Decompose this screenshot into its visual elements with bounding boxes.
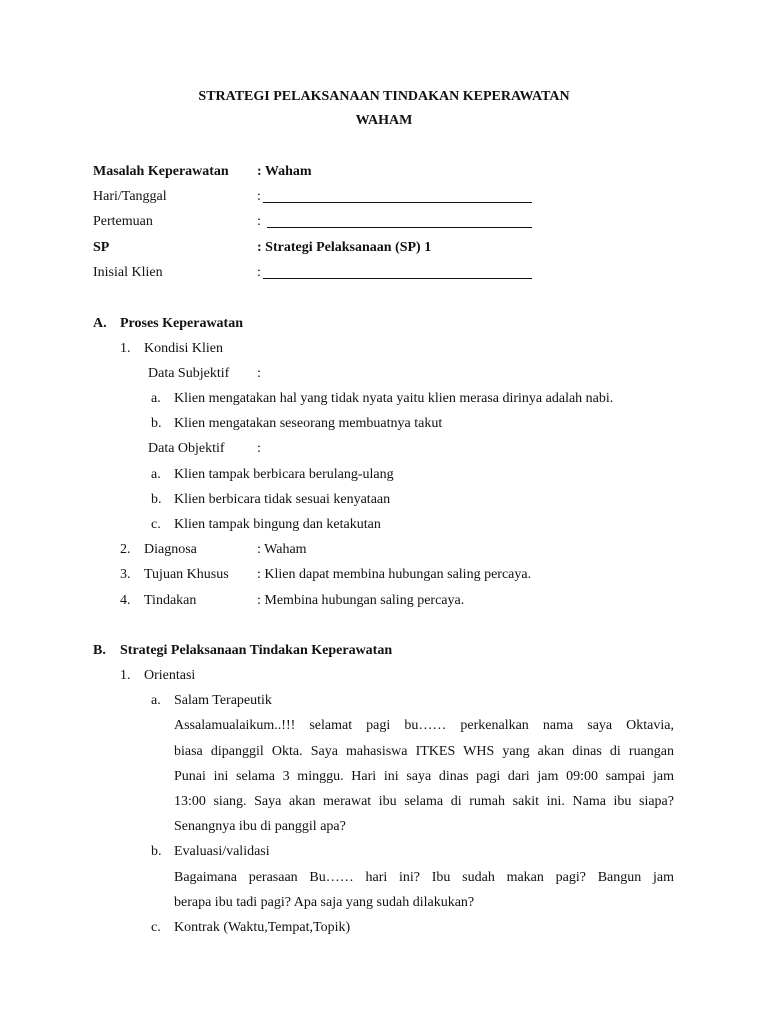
list-letter: a. (151, 391, 161, 406)
salam-terapeutik-label: Salam Terapeutik (174, 693, 272, 708)
tujuan-khusus-label: Tujuan Khusus (144, 567, 229, 582)
paragraph-line: Senangnya ibu di panggil apa? (174, 819, 346, 834)
masalah-label: Masalah Keperawatan (93, 164, 229, 179)
evaluasi-label: Evaluasi/validasi (174, 844, 270, 859)
document-title: STRATEGI PELAKSANAAN TINDAKAN KEPERAWATAN (198, 89, 570, 104)
list-item: Klien berbicara tidak sesuai kenyataan (174, 492, 391, 507)
sp-value: : Strategi Pelaksanaan (SP) 1 (257, 240, 432, 255)
pertemuan-colon: : (257, 214, 261, 229)
diagnosa-label: Diagnosa (144, 542, 197, 557)
hari-blank-line (263, 202, 532, 203)
list-number: 3. (120, 567, 131, 582)
pertemuan-label: Pertemuan (93, 214, 153, 229)
tujuan-khusus-value: : Klien dapat membina hubungan saling percaya. (257, 567, 532, 582)
document-subtitle: WAHAM (355, 113, 413, 128)
list-letter: b. (151, 416, 162, 431)
list-item: Klien tampak bingung dan ketakutan (174, 517, 381, 532)
list-letter: c. (151, 517, 161, 532)
orientasi-label: Orientasi (144, 668, 196, 683)
inisial-colon: : (257, 265, 261, 280)
data-objektif-label: Data Objektif (148, 441, 225, 456)
kondisi-klien-label: Kondisi Klien (144, 341, 223, 356)
section-b-letter: B. (93, 643, 106, 658)
list-number: 1. (120, 341, 131, 356)
paragraph-line: berapa ibu tadi pagi? Apa saja yang sudah dilakukan? (174, 895, 475, 910)
list-number: 2. (120, 542, 131, 557)
paragraph-line: Punai ini selama 3 minggu. Hari ini saya dinas pagi dari jam 09:00 sampai jam (174, 769, 674, 784)
list-item: Klien mengatakan hal yang tidak nyata yaitu klien merasa dirinya adalah nabi. (174, 391, 614, 406)
list-letter: b. (151, 844, 162, 859)
hari-colon: : (257, 189, 261, 204)
data-subjektif-label: Data Subjektif (148, 366, 230, 381)
paragraph-line: Bagaimana perasaan Bu…… hari ini? Ibu sudah makan pagi? Bangun jam (174, 870, 674, 885)
list-number: 1. (120, 668, 131, 683)
paragraph-line: Assalamualaikum..!!! selamat pagi bu…… perkenalkan nama saya Oktavia, (174, 718, 674, 733)
list-letter: b. (151, 492, 162, 507)
tindakan-label: Tindakan (144, 593, 197, 608)
pertemuan-blank-line (267, 227, 532, 228)
section-a-letter: A. (93, 316, 107, 331)
list-letter: a. (151, 693, 161, 708)
list-letter: c. (151, 920, 161, 935)
inisial-label: Inisial Klien (93, 265, 163, 280)
hari-label: Hari/Tanggal (93, 189, 167, 204)
inisial-blank-line (263, 278, 532, 279)
list-item: Klien tampak berbicara berulang-ulang (174, 467, 394, 482)
section-b-heading: Strategi Pelaksanaan Tindakan Keperawatan (120, 643, 393, 658)
paragraph-line: biasa dipanggil Okta. Saya mahasiswa ITKES WHS yang akan dinas di ruangan (174, 744, 674, 759)
section-a-heading: Proses Keperawatan (120, 316, 243, 331)
paragraph-line: 13:00 siang. Saya akan merawat ibu selama di rumah sakit ini. Nama ibu siapa? (174, 794, 674, 809)
sp-label: SP (93, 240, 110, 255)
list-letter: a. (151, 467, 161, 482)
diagnosa-value: : Waham (257, 542, 307, 557)
tindakan-value: : Membina hubungan saling percaya. (257, 593, 465, 608)
data-objektif-colon: : (257, 441, 261, 456)
list-item: Klien mengatakan seseorang membuatnya takut (174, 416, 443, 431)
masalah-value: : Waham (257, 164, 312, 179)
data-subjektif-colon: : (257, 366, 261, 381)
kontrak-label: Kontrak (Waktu,Tempat,Topik) (174, 920, 351, 935)
list-number: 4. (120, 593, 131, 608)
